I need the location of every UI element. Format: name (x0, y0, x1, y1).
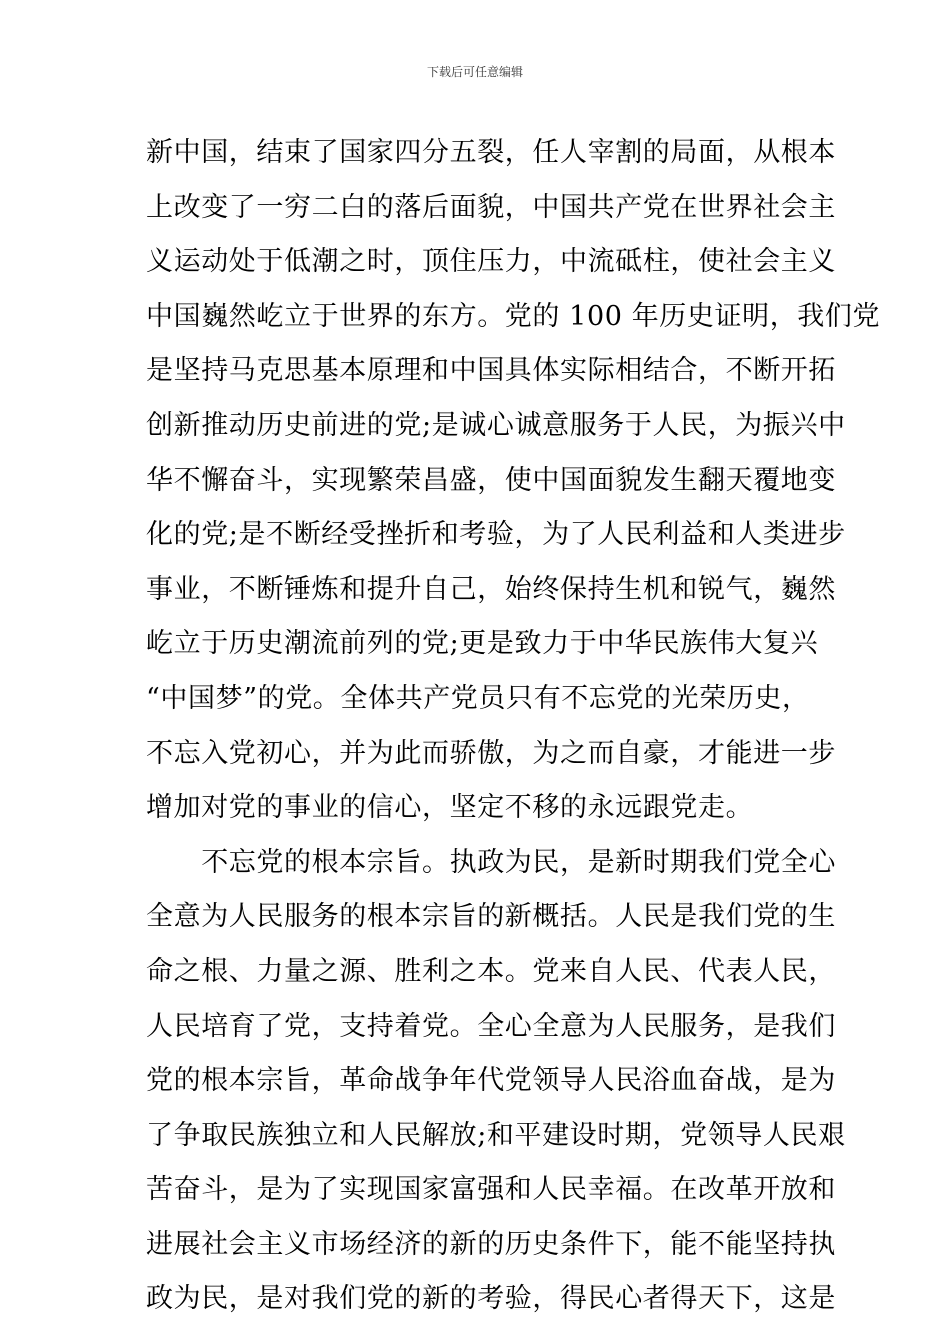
text-line: 命之根、力量之源、胜利之本。党来自人民、代表人民， (146, 955, 836, 987)
text-line: 进展社会主义市场经济的新的历史条件下，能不能坚持执 (146, 1228, 836, 1260)
text-line: 了争取民族独立和人民解放;和平建设时期，党领导人民艰 (146, 1119, 846, 1151)
page-header: 下载后可任意编辑 (426, 65, 523, 79)
text-line: “中国梦”的党。全体共产党员只有不忘党的光荣历史， (146, 682, 810, 714)
text-line: 人民培育了党，支持着党。全心全意为人民服务，是我们 (146, 1010, 836, 1042)
text-line: 上改变了一穷二白的落后面貌，中国共产党在世界社会主 (146, 191, 836, 223)
text-line: 增加对党的事业的信心，坚定不移的永远跟党走。 (146, 792, 754, 824)
text-line: 不忘党的根本宗旨。执政为民，是新时期我们党全心 (146, 846, 836, 878)
text-line: 党的根本宗旨，革命战争年代党领导人民浴血奋战，是为 (146, 1065, 836, 1097)
text-line: 政为民，是对我们党的新的考验，得民心者得天下，这是 (146, 1283, 836, 1315)
text-line: 是坚持马克思基本原理和中国具体实际相结合，不断开拓 (146, 355, 836, 387)
text-line: 中国巍然屹立于世界的东方。党的 100 年历史证明，我们党 (146, 300, 881, 332)
text-line: 苦奋斗，是为了实现国家富强和人民幸福。在改革开放和 (146, 1174, 836, 1206)
text-line: 全意为人民服务的根本宗旨的新概括。人民是我们党的生 (146, 901, 836, 933)
text-line: 化的党;是不断经受挫折和考验，为了人民利益和人类进步 (146, 519, 846, 551)
text-line: 不忘入党初心，并为此而骄傲，为之而自豪，才能进一步 (146, 737, 836, 769)
text-line: 华不懈奋斗，实现繁荣昌盛，使中国面貌发生翻天覆地变 (146, 464, 836, 496)
text-line: 创新推动历史前进的党;是诚心诚意服务于人民，为振兴中 (146, 409, 846, 441)
text-line: 事业，不断锤炼和提升自己，始终保持生机和锐气，巍然 (146, 573, 836, 605)
document-body (146, 126, 881, 1327)
text-line: 屹立于历史潮流前列的党;更是致力于中华民族伟大复兴 (146, 628, 819, 660)
text-line: 义运动处于低潮之时，顶住压力，中流砥柱，使社会主义 (146, 246, 836, 278)
text-line: 新中国，结束了国家四分五裂，任人宰割的局面，从根本 (146, 137, 836, 168)
